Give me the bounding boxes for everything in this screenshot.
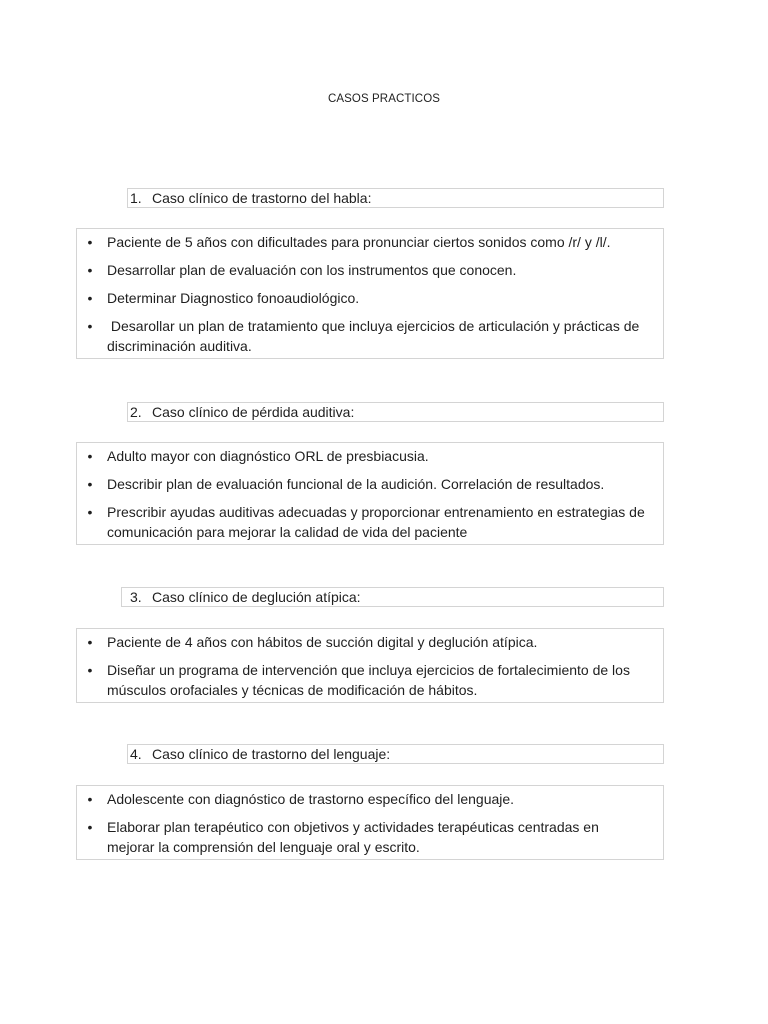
list-item bbox=[77, 286, 663, 314]
case-number: 3. bbox=[130, 589, 142, 605]
case-title: Caso clínico de trastorno del habla: bbox=[152, 190, 372, 206]
list-item bbox=[77, 500, 663, 543]
list-item bbox=[77, 787, 663, 815]
bullet-list bbox=[77, 444, 663, 543]
bullet-icon: • bbox=[87, 262, 93, 278]
list-item-text: Describir plan de evaluación funcional de la audición. Correlación de resultados. bbox=[107, 476, 605, 492]
list-item-text: Desarollar un plan de tratamiento que incluya ejercicios de articulación y prácticas de discriminación auditiva. bbox=[107, 318, 644, 354]
case-title: Caso clínico de pérdida auditiva: bbox=[152, 404, 355, 420]
document-title: CASOS PRACTICOS bbox=[327, 93, 441, 105]
list-item bbox=[77, 472, 663, 500]
list-item-text: Paciente de 5 años con dificultades para pronunciar ciertos sonidos como /r/ y /l/. bbox=[107, 234, 611, 250]
list-item-text: Paciente de 4 años con hábitos de succión digital y deglución atípica. bbox=[107, 634, 538, 650]
bullet-icon: • bbox=[87, 662, 93, 678]
bullet-icon: • bbox=[87, 448, 93, 464]
case-title: Caso clínico de trastorno del lenguaje: bbox=[152, 746, 391, 762]
bullet-icon: • bbox=[87, 819, 93, 835]
list-item bbox=[77, 630, 663, 658]
list-item-text: Adulto mayor con diagnóstico ORL de presbiacusia. bbox=[107, 448, 429, 464]
case-box-4 bbox=[76, 785, 664, 860]
bullet-icon: • bbox=[87, 234, 93, 250]
bullet-icon: • bbox=[87, 791, 93, 807]
bullet-icon: • bbox=[87, 318, 93, 334]
bullet-list bbox=[77, 787, 663, 858]
list-item bbox=[77, 815, 663, 858]
list-item bbox=[77, 314, 663, 357]
case-heading-2 bbox=[127, 402, 664, 422]
list-item bbox=[77, 258, 663, 286]
list-item-text: Diseñar un programa de intervención que incluya ejercicios de fortalecimiento de los músculos orofaciales y técnicas de modificación de hábitos. bbox=[107, 662, 630, 698]
bullet-icon: • bbox=[87, 290, 93, 306]
list-item bbox=[77, 230, 663, 258]
case-box-3 bbox=[76, 628, 664, 703]
case-heading-4 bbox=[127, 744, 664, 764]
case-number: 2. bbox=[130, 404, 142, 420]
case-number: 1. bbox=[130, 190, 142, 206]
case-heading-3 bbox=[121, 587, 664, 607]
list-item-text: Adolescente con diagnóstico de trastorno específico del lenguaje. bbox=[107, 791, 515, 807]
list-item bbox=[77, 444, 663, 472]
list-item-text: Elaborar plan terapéutico con objetivos y actividades terapéuticas centradas en mejorar la comprensión del lenguaje oral y escrito. bbox=[107, 819, 599, 855]
case-box-2 bbox=[76, 442, 664, 545]
bullet-icon: • bbox=[87, 634, 93, 650]
bullet-list bbox=[77, 230, 663, 357]
case-number: 4. bbox=[130, 746, 142, 762]
bullet-icon: • bbox=[87, 504, 93, 520]
case-box-1 bbox=[76, 228, 664, 359]
list-item bbox=[77, 658, 663, 701]
list-item-text: Desarrollar plan de evaluación con los instrumentos que conocen. bbox=[107, 262, 517, 278]
case-heading-1 bbox=[127, 188, 664, 208]
bullet-icon: • bbox=[87, 476, 93, 492]
bullet-list bbox=[77, 630, 663, 701]
case-title: Caso clínico de deglución atípica: bbox=[152, 589, 361, 605]
list-item-text: Determinar Diagnostico fonoaudiológico. bbox=[107, 290, 360, 306]
list-item-text: Prescribir ayudas auditivas adecuadas y proporcionar entrenamiento en estrategias de comunicación para mejorar la calidad de vida del paciente bbox=[107, 504, 645, 540]
